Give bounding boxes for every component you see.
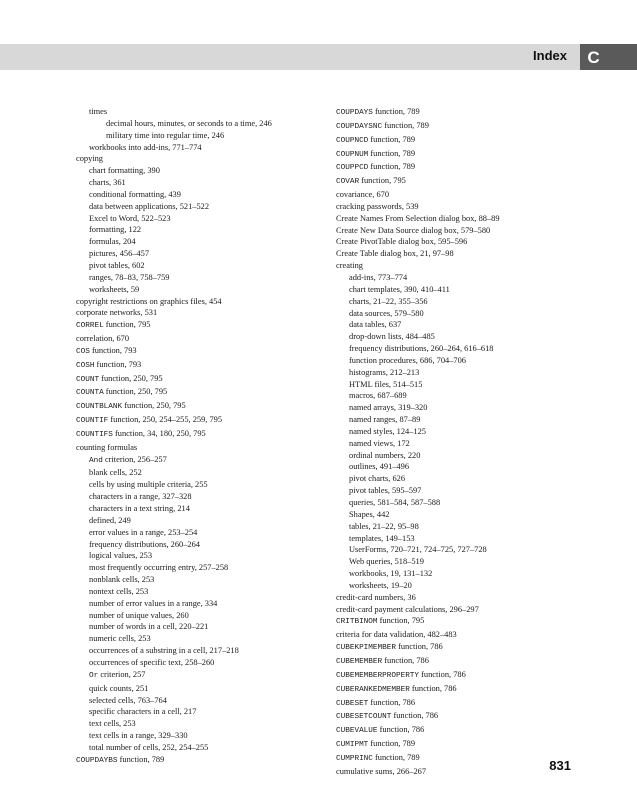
- function-name: COUPNUM: [336, 150, 369, 159]
- function-name: CRITBINOM: [336, 618, 378, 627]
- function-name: COUPDAYS: [336, 109, 373, 117]
- index-entry: [76, 189, 326, 201]
- entry-text: function, 786: [382, 655, 429, 665]
- entry-text: occurrences of a substring in a cell, 217–218: [89, 646, 239, 656]
- entry-text: ranges, 78–83, 758–759: [89, 272, 170, 282]
- index-entry: [76, 130, 326, 142]
- entry-text: function, 250, 795: [103, 387, 168, 397]
- index-entry: [76, 479, 326, 491]
- entry-text: times: [89, 107, 108, 116]
- index-entry: [336, 272, 586, 284]
- index-entry: [76, 260, 326, 272]
- index-entry: [336, 175, 586, 189]
- index-entry: [336, 461, 586, 473]
- entry-text: named styles, 124–125: [349, 426, 426, 436]
- function-name: CUBEMEMBER: [336, 657, 383, 666]
- entry-text: tables, 21–22, 95–98: [349, 521, 419, 531]
- index-entry: [76, 657, 326, 669]
- entry-text: histograms, 212–213: [349, 367, 420, 377]
- entry-text: decimal hours, minutes, or seconds to a time, 246: [106, 118, 272, 128]
- index-entry: [76, 414, 326, 428]
- entry-text: data tables, 637: [349, 320, 402, 330]
- index-column-right: [336, 106, 586, 778]
- entry-text: drop-down lists, 484–485: [349, 332, 435, 342]
- entry-text: named views, 172: [349, 438, 410, 448]
- entry-text: chart templates, 390, 410–411: [349, 284, 450, 294]
- function-name: COUPDAYBS: [76, 756, 118, 765]
- entry-text: Create Names From Selection dialog box, 88–89: [336, 213, 500, 223]
- entry-text: cells by using multiple criteria, 255: [89, 480, 208, 490]
- index-entry: [76, 272, 326, 284]
- entry-text: corporate networks, 531: [76, 308, 158, 318]
- entry-text: function, 250, 795: [122, 401, 186, 411]
- index-entry: [76, 550, 326, 562]
- index-entry: [336, 683, 586, 697]
- index-entry: [76, 284, 326, 296]
- index-entry: [76, 142, 326, 154]
- function-name: COUPDAYSNC: [336, 122, 383, 131]
- entry-text: pivot tables, 595–597: [349, 486, 422, 496]
- index-entry: [76, 319, 326, 333]
- entry-text: specific characters in a cell, 217: [89, 707, 197, 717]
- entry-text: ordinal numbers, 220: [349, 450, 421, 460]
- entry-text: credit-card payment calculations, 296–297: [336, 604, 479, 614]
- entry-text: logical values, 253: [89, 551, 153, 561]
- index-entry: [76, 165, 326, 177]
- entry-text: selected cells, 763–764: [89, 695, 167, 705]
- index-entry: [336, 189, 586, 201]
- entry-text: error values in a range, 253–254: [89, 527, 198, 537]
- entry-text: conditional formatting, 439: [89, 189, 181, 199]
- index-entry: [76, 359, 326, 373]
- index-entry: [336, 473, 586, 485]
- entry-text: correlation, 670: [76, 334, 130, 344]
- index-entry: [336, 134, 586, 148]
- index-entry: [336, 402, 586, 414]
- index-entry: [76, 754, 326, 768]
- entry-text: function procedures, 686, 704–706: [349, 355, 466, 365]
- index-entry: [76, 236, 326, 248]
- index-entry: [336, 319, 586, 331]
- index-entry: [336, 509, 586, 521]
- entry-text: queries, 581–584, 587–588: [349, 498, 441, 507]
- entry-text: function, 789: [368, 134, 416, 144]
- index-entry: [336, 604, 586, 616]
- entry-text: charts, 21–22, 355–356: [349, 296, 428, 306]
- entry-text: function, 789: [368, 148, 416, 158]
- section-letter: C: [587, 48, 600, 67]
- index-entry: [336, 343, 586, 355]
- entry-text: text cells in a range, 329–330: [89, 731, 188, 741]
- index-entry: [336, 497, 586, 509]
- entry-text: Web queries, 518–519: [349, 557, 424, 567]
- entry-text: criteria for data validation, 482–483: [336, 630, 457, 640]
- entry-text: function, 250, 795: [99, 373, 163, 383]
- index-entry: [76, 574, 326, 586]
- entry-text: templates, 149–153: [349, 533, 415, 543]
- index-entry: [336, 225, 586, 237]
- index-entry: [76, 224, 326, 236]
- index-entry: [336, 414, 586, 426]
- function-name: COUPNCD: [336, 136, 369, 145]
- entry-text: function, 789: [382, 120, 429, 130]
- function-name: COUNTBLANK: [76, 403, 123, 412]
- index-entry: [76, 428, 326, 442]
- index-entry: [76, 633, 326, 645]
- function-name: COSH: [76, 361, 95, 370]
- entry-text: UserForms, 720–721, 724–725, 727–728: [349, 545, 487, 555]
- entry-text: total number of cells, 252, 254–255: [89, 742, 209, 752]
- index-entry: [336, 697, 586, 711]
- entry-text: text cells, 253: [89, 719, 136, 729]
- function-name: CUBEVALUE: [336, 727, 378, 736]
- entry-text: Create PivotTable dialog box, 595–596: [336, 237, 468, 247]
- entry-text: frequency distributions, 260–264, 616–618: [349, 344, 494, 354]
- function-name: COUNT: [76, 375, 100, 384]
- entry-text: criterion, 257: [98, 669, 146, 679]
- entry-text: function, 789: [372, 107, 420, 116]
- index-entry: [76, 669, 326, 683]
- entry-text: number of words in a cell, 220–221: [89, 622, 209, 632]
- index-entry: [76, 106, 326, 118]
- index-entry: [336, 426, 586, 438]
- entry-text: HTML files, 514–515: [349, 379, 423, 389]
- entry-text: add-ins, 773–774: [349, 272, 408, 282]
- entry-text: criterion, 256–257: [102, 454, 167, 464]
- entry-text: Shapes, 442: [349, 509, 390, 519]
- entry-text: Create Table dialog box, 21, 97–98: [336, 249, 454, 259]
- index-entry: [336, 296, 586, 308]
- entry-text: function, 789: [368, 162, 416, 172]
- entry-text: pivot charts, 626: [349, 474, 406, 484]
- entry-text: numeric cells, 253: [89, 634, 151, 644]
- index-entry: [76, 386, 326, 400]
- entry-text: occurrences of specific text, 258–260: [89, 657, 215, 667]
- entry-text: military time into regular time, 246: [106, 130, 225, 140]
- entry-text: workbooks, 19, 131–132: [349, 569, 433, 579]
- index-entry: [336, 201, 586, 213]
- entry-text: cracking passwords, 539: [336, 201, 419, 211]
- index-entry: [76, 333, 326, 345]
- index-entry: [336, 568, 586, 580]
- function-name: And: [89, 456, 103, 465]
- entry-text: number of error values in a range, 334: [89, 598, 218, 608]
- entry-text: counting formulas: [76, 442, 138, 452]
- index-entry: [336, 724, 586, 738]
- index-entry: [336, 629, 586, 641]
- index-entry: [336, 450, 586, 462]
- entry-text: copying: [76, 154, 103, 164]
- index-entry: [76, 201, 326, 213]
- function-name: COUNTA: [76, 389, 104, 398]
- index-entry: [76, 213, 326, 225]
- entry-text: characters in a range, 327–328: [89, 492, 192, 502]
- index-entry: [336, 331, 586, 343]
- index-entry: [76, 562, 326, 574]
- entry-text: function, 786: [377, 725, 425, 735]
- index-entry: [76, 586, 326, 598]
- index-entry: [336, 355, 586, 367]
- function-name: CORREL: [76, 322, 104, 331]
- entry-text: characters in a text string, 214: [89, 504, 190, 513]
- entry-text: data between applications, 521–522: [89, 201, 210, 211]
- entry-text: function, 795: [377, 616, 425, 626]
- index-entry: [336, 148, 586, 162]
- index-entry: [336, 260, 586, 272]
- entry-text: Create New Data Source dialog box, 579–580: [336, 225, 491, 235]
- index-entry: [76, 503, 326, 515]
- index-entry: [76, 400, 326, 414]
- entry-text: outlines, 491–496: [349, 462, 410, 472]
- index-entry: [336, 236, 586, 248]
- entry-text: number of unique values, 260: [89, 610, 189, 620]
- entry-text: formulas, 204: [89, 237, 136, 247]
- entry-text: chart formatting, 390: [89, 166, 160, 176]
- index-entry: [76, 373, 326, 387]
- entry-text: function, 786: [368, 697, 416, 707]
- index-entry: [76, 742, 326, 754]
- index-entry: [336, 284, 586, 296]
- index-entry: [76, 621, 326, 633]
- index-entry: [336, 308, 586, 320]
- index-entry: [76, 454, 326, 468]
- entry-text: function, 793: [89, 345, 137, 355]
- function-name: COVAR: [336, 178, 360, 187]
- index-entry: [76, 177, 326, 189]
- entry-text: pivot tables, 602: [89, 260, 145, 270]
- index-entry: [336, 367, 586, 379]
- index-entry: [76, 695, 326, 707]
- index-entry: [336, 438, 586, 450]
- function-name: CUBESETCOUNT: [336, 713, 392, 722]
- entry-text: cumulative sums, 266–267: [336, 766, 427, 776]
- section-letter-tab: [580, 44, 637, 70]
- function-name: CUBESET: [336, 699, 369, 708]
- entry-text: function, 789: [368, 739, 416, 749]
- index-entry: [76, 491, 326, 503]
- entry-text: function, 250, 254–255, 259, 795: [108, 415, 223, 425]
- entry-text: covariance, 670: [336, 190, 390, 200]
- index-entry: [76, 683, 326, 695]
- entry-text: worksheets, 19–20: [349, 580, 412, 590]
- entry-text: function, 789: [372, 752, 420, 762]
- entry-text: Excel to Word, 522–523: [89, 213, 171, 223]
- function-name: COS: [76, 347, 90, 356]
- index-entry: [76, 442, 326, 454]
- index-entry: [336, 485, 586, 497]
- index-entry: [336, 556, 586, 568]
- index-entry: [336, 669, 586, 683]
- entry-text: data sources, 579–580: [349, 308, 424, 318]
- index-entry: [336, 120, 586, 134]
- page-number: 831: [549, 758, 571, 773]
- entry-text: defined, 249: [89, 515, 131, 525]
- entry-text: most frequently occurring entry, 257–258: [89, 563, 229, 573]
- entry-text: function, 786: [419, 669, 466, 679]
- entry-text: formatting, 122: [89, 225, 142, 235]
- entry-text: nonblank cells, 253: [89, 575, 155, 585]
- index-entry: [336, 738, 586, 752]
- index-entry: [336, 521, 586, 533]
- index-entry: [76, 527, 326, 539]
- entry-text: function, 789: [117, 754, 165, 764]
- function-name: COUNTIFS: [76, 430, 113, 439]
- index-entry: [76, 345, 326, 359]
- entry-text: quick counts, 251: [89, 683, 149, 693]
- index-entry: [336, 390, 586, 402]
- function-name: CUBEMEMBERPROPERTY: [336, 671, 420, 680]
- entry-text: worksheets, 59: [89, 284, 140, 294]
- entry-text: copyright restrictions on graphics files, 454: [76, 296, 222, 306]
- entry-text: function, 786: [409, 683, 457, 693]
- entry-text: workbooks into add-ins, 771–774: [89, 142, 202, 152]
- function-name: Or: [89, 671, 99, 680]
- index-entry: [76, 515, 326, 527]
- index-column-left: [76, 106, 326, 768]
- index-entry: [76, 706, 326, 718]
- index-entry: [76, 718, 326, 730]
- entry-text: credit-card numbers, 36: [336, 592, 416, 602]
- index-entry: [76, 645, 326, 657]
- index-entry: [336, 592, 586, 604]
- entry-text: function, 34, 180, 250, 795: [112, 428, 206, 438]
- index-entry: [336, 248, 586, 260]
- index-entry: [336, 533, 586, 545]
- entry-text: macros, 687–689: [349, 391, 407, 401]
- index-entry: [336, 710, 586, 724]
- function-name: CUMIPMT: [336, 741, 369, 750]
- index-entry: [336, 213, 586, 225]
- entry-text: nontext cells, 253: [89, 586, 149, 596]
- function-name: CUBEKPIMEMBER: [336, 644, 396, 653]
- index-entry: [336, 106, 586, 120]
- index-entry: [336, 615, 586, 629]
- index-entry: [336, 379, 586, 391]
- index-entry: [76, 598, 326, 610]
- entry-text: pictures, 456–457: [89, 249, 150, 259]
- index-entry: [76, 610, 326, 622]
- index-entry: [336, 641, 586, 655]
- index-entry: [76, 307, 326, 319]
- index-entry: [76, 539, 326, 551]
- entry-text: frequency distributions, 260–264: [89, 539, 200, 549]
- entry-text: charts, 361: [89, 178, 126, 188]
- entry-text: function, 786: [395, 642, 443, 652]
- entry-text: named ranges, 87–89: [349, 415, 421, 425]
- index-entry: [76, 296, 326, 308]
- index-entry: [336, 161, 586, 175]
- index-entry: [336, 655, 586, 669]
- entry-text: blank cells, 252: [89, 468, 142, 478]
- index-entry: [76, 153, 326, 165]
- function-name: CUBERANKEDMEMBER: [336, 685, 410, 694]
- entry-text: named arrays, 319–320: [349, 403, 428, 413]
- entry-text: function, 795: [103, 320, 151, 330]
- index-header-title: Index: [533, 48, 567, 63]
- entry-text: function, 795: [359, 176, 406, 186]
- entry-text: creating: [336, 261, 363, 271]
- index-entry: [76, 730, 326, 742]
- index-entry: [336, 544, 586, 556]
- function-name: COUPPCD: [336, 164, 369, 173]
- function-name: CUMPRINC: [336, 754, 373, 763]
- function-name: COUNTIF: [76, 417, 109, 426]
- index-entry: [76, 467, 326, 479]
- index-entry: [336, 580, 586, 592]
- index-entry: [76, 118, 326, 130]
- entry-text: function, 793: [94, 359, 142, 369]
- entry-text: function, 786: [391, 711, 439, 721]
- index-entry: [76, 248, 326, 260]
